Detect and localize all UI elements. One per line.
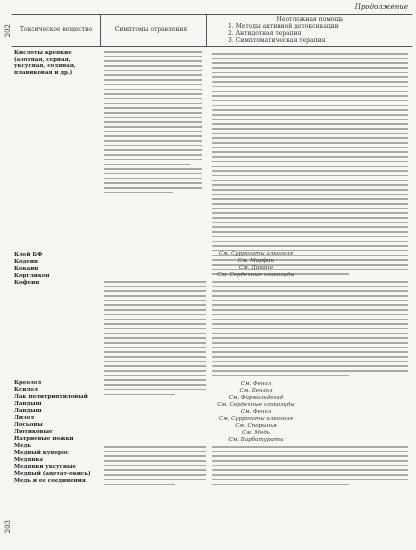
substance-buttercups: Лютиковые — [14, 429, 53, 435]
see-ref: См. Суррогаты алкоголя — [218, 251, 294, 257]
acids-aid-text — [212, 53, 408, 278]
col-divider-1 — [100, 14, 101, 46]
page-number-bottom: 203 — [4, 520, 12, 534]
substance-verdigris-acetate: Медянки уксусные — [14, 464, 77, 470]
see-ref: См. Суррогаты алкоголя — [218, 416, 294, 422]
see-ref: См. Дикаин — [238, 265, 273, 271]
substance-sodium: Натриевые ножки — [14, 436, 74, 442]
substance-copper-compounds: Медь и ее соединения — [14, 478, 86, 484]
substance-acids: Кислоты крепкие (азотная, серная, уксусная, соляная, плавиковая и др.) — [14, 50, 76, 76]
substance-codeine: Кодеин — [14, 259, 38, 265]
see-ref: См. Бензол — [239, 388, 273, 394]
substance-verdigris: Медянка — [14, 457, 43, 463]
substance-caffeine: Кофеин — [14, 280, 40, 286]
see-ref: См. Барбитураты — [228, 437, 284, 443]
see-ref: См. Фенол — [240, 409, 272, 415]
substance-xylene: Ксилол — [14, 387, 38, 393]
see-ref: См. Медь — [242, 430, 270, 436]
substance-copper: Медь — [14, 443, 31, 449]
header-aid-title: Неотложная помощь — [276, 16, 344, 23]
substance-corglycon: Коргликон — [14, 273, 50, 279]
see-ref: См. Сердечные гликозиды — [217, 272, 295, 278]
page-number-top: 202 — [4, 24, 12, 38]
table-header-rule — [12, 46, 412, 47]
copper-aid-text — [212, 446, 408, 488]
copper-symptoms-text — [104, 446, 206, 488]
see-ref: См. Морфин — [237, 258, 275, 264]
header-symptoms: Симптомы отравления — [114, 26, 188, 33]
header-aid-item-3: 3. Симптоматическая терапия — [228, 37, 326, 44]
see-ref: См. Спорынья — [235, 423, 277, 429]
substance-copper-acetate: Медный (ацетат-окись) — [14, 471, 91, 477]
substance-copper-sulfate: Медный купорос — [14, 450, 69, 456]
caffeine-aid-text — [212, 281, 408, 379]
see-ref: См. Сердечные гликозиды — [217, 402, 295, 408]
continuation-label: Продолжение — [354, 3, 408, 11]
col-divider-2 — [206, 14, 207, 46]
table-top-rule — [12, 14, 412, 15]
substance-creosote: Креозол — [14, 380, 42, 386]
header-substance: Токсическое вещество — [19, 26, 93, 33]
substance-lily: Ландыш — [14, 401, 42, 407]
substance-lysol: Лизол — [14, 415, 34, 421]
see-ref: См. Фенол — [240, 381, 272, 387]
substance-cocaine: Кокаин — [14, 266, 39, 272]
substance-glue: Клей БФ — [14, 252, 43, 258]
substance-lily: Ландыш — [14, 408, 42, 414]
header-aid-item-1: 1. Методы активной детоксикации — [228, 23, 339, 30]
acids-symptoms-text — [104, 51, 202, 196]
header-aid-item-2: 2. Антидотная терапия — [228, 30, 302, 37]
substance-lotions: Лосьоны — [14, 422, 43, 428]
substance-lacquer: Лак политриптиловый — [14, 394, 88, 400]
see-ref: См. Формальдегид — [228, 395, 284, 401]
